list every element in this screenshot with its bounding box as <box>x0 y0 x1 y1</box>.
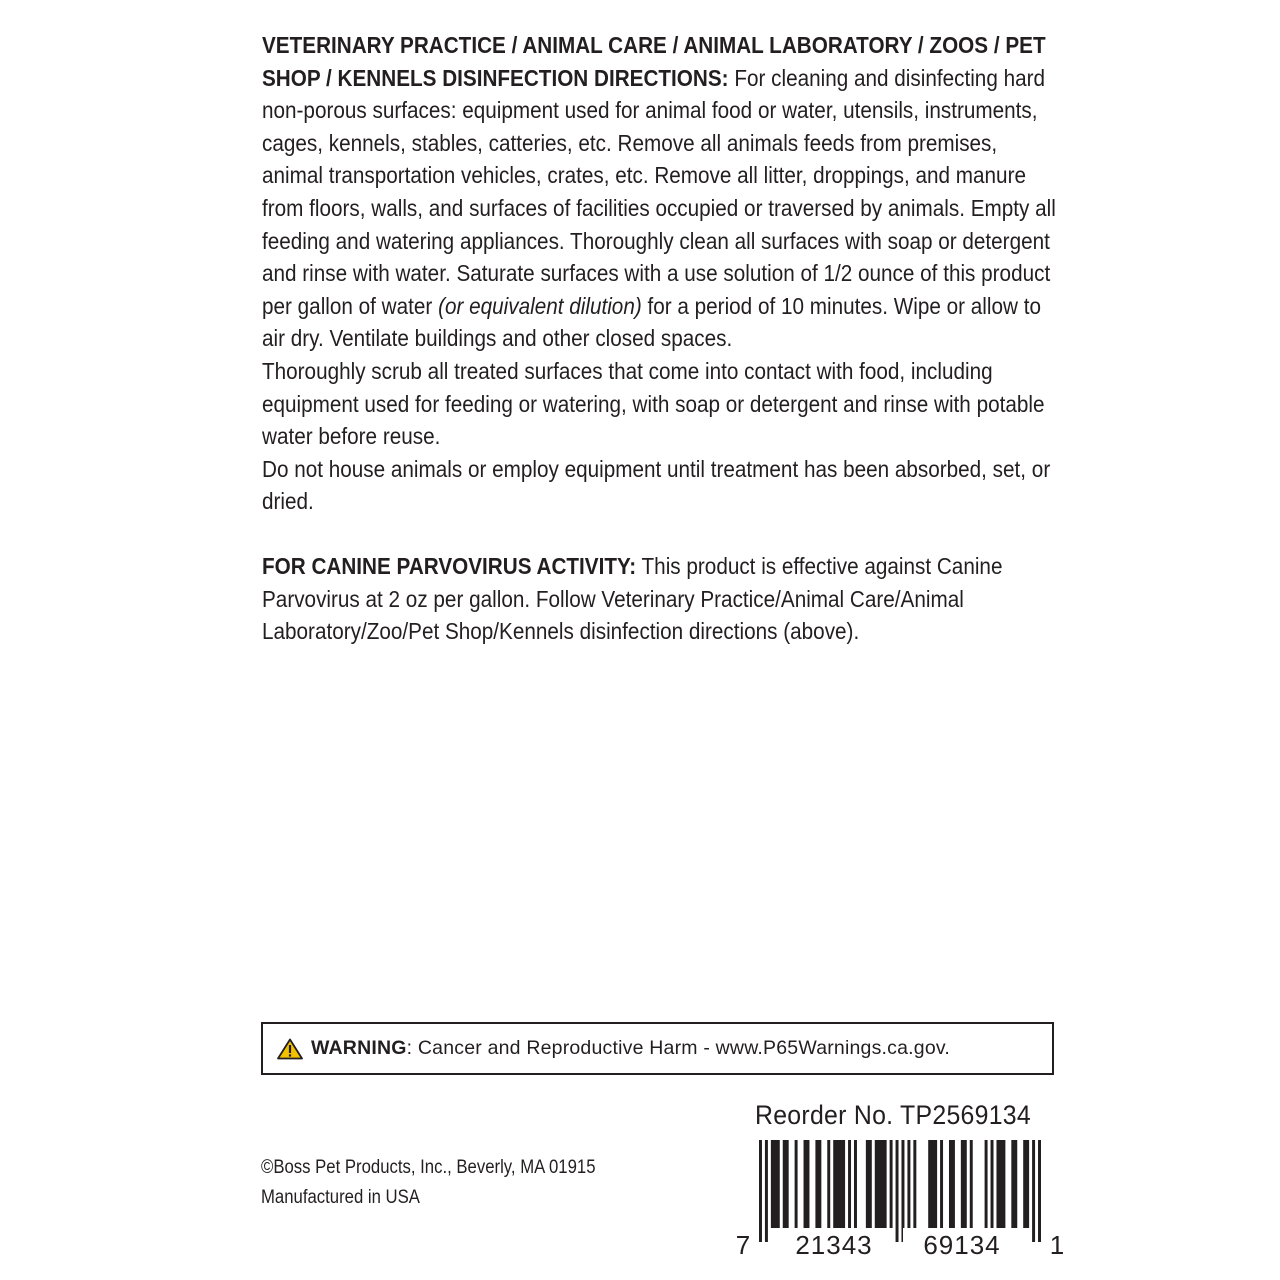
barcode-left-digits: 21343 <box>795 1230 873 1260</box>
barcode-lead-digit: 7 <box>735 1230 751 1260</box>
barcode-bar <box>795 1140 798 1228</box>
barcode-bar <box>928 1140 937 1228</box>
barcode-bar <box>896 1140 899 1242</box>
manufactured-in-line: Manufactured in USA <box>261 1187 420 1208</box>
barcode-bar <box>815 1140 821 1228</box>
barcode-bar <box>804 1140 810 1228</box>
warning-triangle-icon <box>277 1038 303 1060</box>
barcode-bar <box>759 1140 762 1242</box>
vet-disinfection-body-1: For cleaning and disinfecting hard non-porous surfaces: equipment used for animal food or water, utensils, instruments, cages, kennels, stables, catteries, etc. Remove all animals feeds from premises, animal transportation vehicles, crates, etc. Remove all litter, droppings, and manure from floors, walls, and surfaces of facilities occupied or traversed by animals. Empty all feeding and watering appliances. Thoroughly clean all surfaces with soap or detergent and rinse with water. Saturate surfaces with a use solution of 1/2 ounce of this product per gallon of water <box>262 64 1056 319</box>
vet-disinfection-body-2: for a period of 10 minutes. Wipe or allow to air dry. Ventilate buildings and other closed spaces. <box>262 292 1041 352</box>
parvovirus-paragraph <box>262 550 1063 648</box>
barcode-bar <box>1032 1140 1035 1242</box>
barcode-bar <box>848 1140 851 1228</box>
vet-disinfection-paragraph <box>262 29 1063 355</box>
barcode <box>735 1140 1065 1260</box>
barcode-bar <box>1011 1140 1017 1228</box>
prop65-warning-box <box>261 1022 1054 1075</box>
barcode-bar <box>913 1140 916 1228</box>
barcode-bar <box>854 1140 857 1228</box>
barcode-bar <box>1023 1140 1029 1228</box>
parvovirus-heading: FOR CANINE PARVOVIRUS ACTIVITY: <box>262 552 637 579</box>
warning-text: : Cancer and Reproductive Harm - www.P65Warnings.ca.gov. <box>406 1037 950 1059</box>
house-animals-paragraph: Do not house animals or employ equipment until treatment has been absorbed, set, or dried. <box>262 455 1051 515</box>
vet-disinfection-body-italic: (or equivalent dilution) <box>438 292 642 319</box>
barcode-bar <box>1038 1140 1041 1242</box>
barcode-bar <box>907 1140 910 1228</box>
directions-text-block <box>262 29 1056 648</box>
barcode-right-digits: 69134 <box>923 1230 1001 1260</box>
barcode-bar <box>827 1140 830 1228</box>
barcode-bar <box>996 1140 1005 1228</box>
scrub-paragraph: Thoroughly scrub all treated surfaces that come into contact with food, including equipment used for feeding or watering, with soap or detergent and rinse with potable water before reuse. <box>262 357 1045 450</box>
barcode-bar <box>875 1140 887 1228</box>
barcode-bar <box>833 1140 845 1228</box>
barcode-bar <box>901 1140 904 1242</box>
barcode-bar <box>991 1140 994 1228</box>
barcode-bar <box>949 1140 955 1228</box>
barcode-check-digit: 1 <box>1049 1230 1065 1260</box>
barcode-bar <box>783 1140 789 1228</box>
barcode-bar <box>866 1140 872 1228</box>
warning-label: WARNING <box>311 1037 407 1059</box>
company-info <box>261 1153 595 1213</box>
barcode-bar <box>985 1140 988 1228</box>
barcode-bar <box>961 1140 967 1228</box>
reorder-number: Reorder No. TP2569134 <box>755 1100 1031 1130</box>
barcode-bar <box>771 1140 780 1228</box>
barcode-bars <box>759 1140 1041 1242</box>
company-copyright-line: ©Boss Pet Products, Inc., Beverly, MA 01915 <box>261 1157 596 1178</box>
barcode-bar <box>890 1140 893 1228</box>
barcode-bar <box>970 1140 973 1228</box>
parvovirus-body: This product is effective against Canine Parvovirus at 2 oz per gallon. Follow Veterinary Practice/Animal Care/Animal Laboratory/Zoo/Pet Shop/Kennels disinfection directions (above). <box>262 552 1003 645</box>
barcode-bar <box>765 1140 768 1242</box>
vet-disinfection-heading: VETERINARY PRACTICE / ANIMAL CARE / ANIMAL LABORATORY / ZOOS / PET SHOP / KENNELS DISINFECTION DIRECTIONS: <box>262 32 1046 91</box>
barcode-bar <box>940 1140 943 1228</box>
